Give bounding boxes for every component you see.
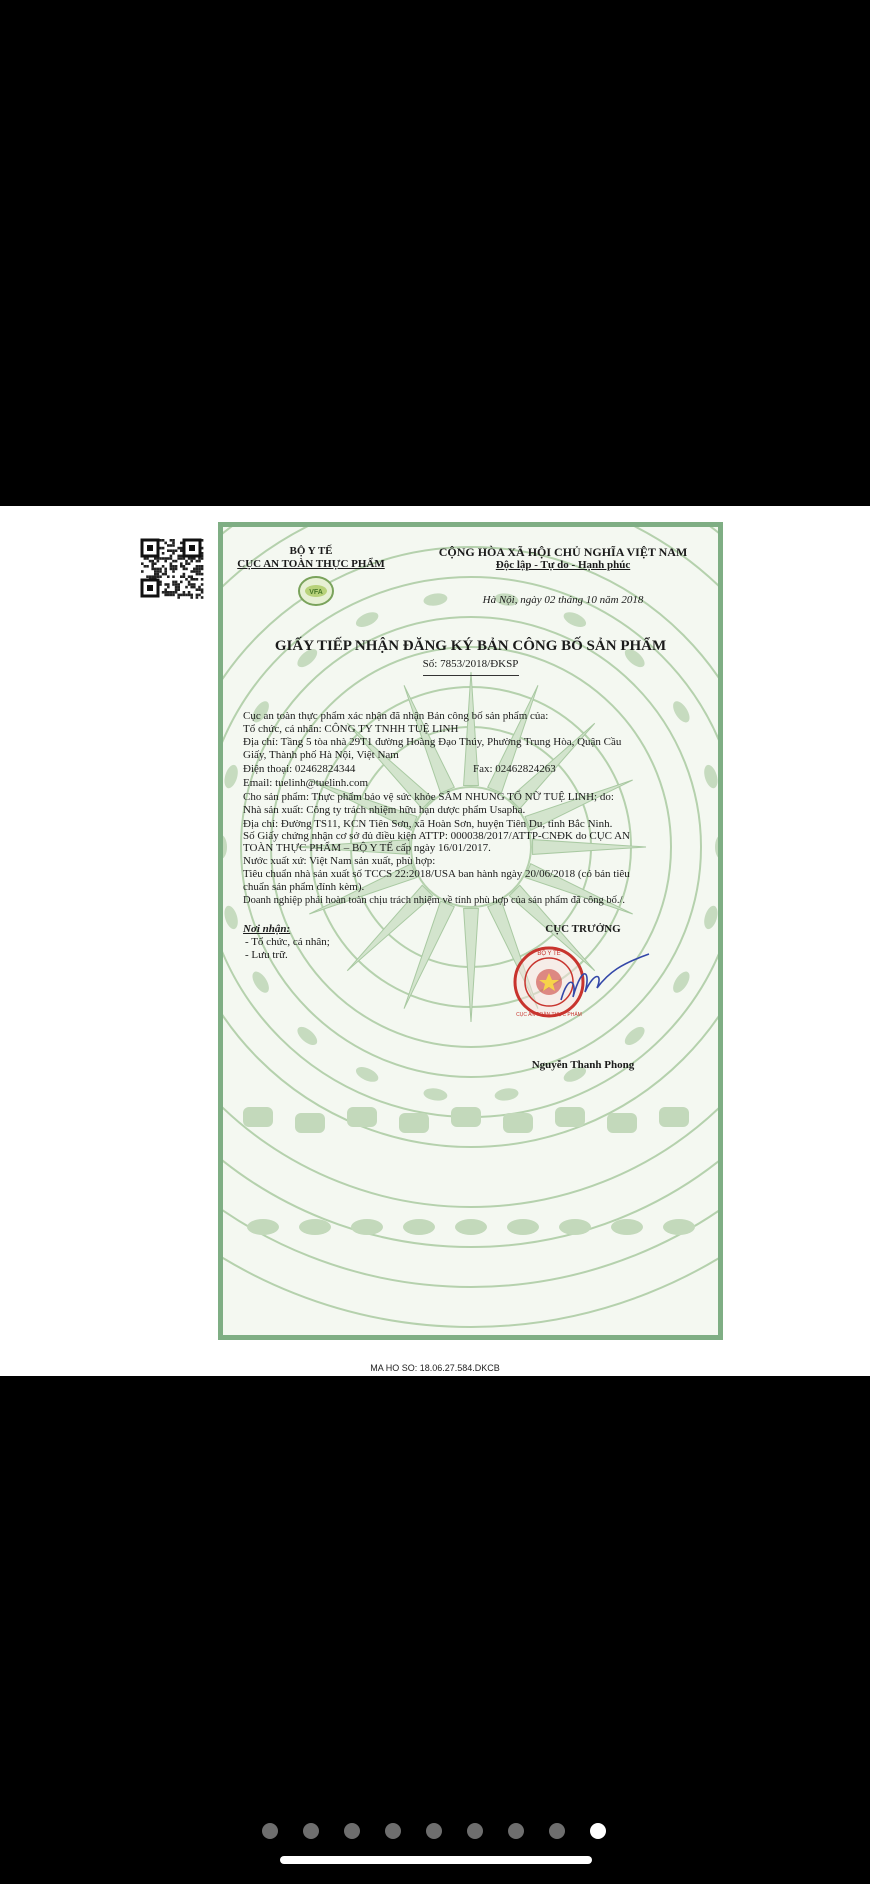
certificate-title: GIẤY TIẾP NHẬN ĐĂNG KÝ BẢN CÔNG BỐ SẢN PHẨM xyxy=(274,638,667,654)
signer-title: CỤC TRƯỞNG xyxy=(545,923,621,935)
body-line: Tổ chức, cá nhân: CÔNG TY TNHH TUỆ LINH xyxy=(243,723,459,735)
qr-code xyxy=(140,538,204,600)
body-line: Cho sản phẩm: Thực phẩm bảo vệ sức khỏe SÂM NHUNG TỐ NỮ TUỆ LINH; do: xyxy=(243,791,614,803)
body-line: Số Giấy chứng nhận cơ sở đủ điều kiện ATTP: 000038/2017/ATTP-CNĐK do CỤC AN xyxy=(243,830,631,842)
body-line: TOÀN THỰC PHẨM – BỘ Y TẾ cấp ngày 16/01/2017. xyxy=(243,842,491,854)
signer-name: Nguyễn Thanh Phong xyxy=(531,1059,635,1071)
home-indicator[interactable] xyxy=(280,1856,592,1864)
body-line: Nhà sản xuất: Công ty trách nhiệm hữu hạn dược phẩm Usapha. xyxy=(243,804,526,816)
ministry-name: BỘ Y TẾ xyxy=(289,545,333,557)
official-seal xyxy=(499,942,659,1022)
issue-date: Hà Nội, ngày 02 tháng 10 năm 2018 xyxy=(482,594,644,606)
body-line: Tiêu chuẩn nhà sản xuất số TCCS 22:2018/USA ban hành ngày 20/06/2018 (có bản tiêu xyxy=(243,868,630,880)
page-dot[interactable] xyxy=(344,1823,360,1839)
certificate-number: Số: 7853/2018/ĐKSP xyxy=(422,658,519,670)
vfa-logo xyxy=(297,575,335,607)
page-dot[interactable] xyxy=(590,1823,606,1839)
body-line: Cục an toàn thực phẩm xác nhận đã nhận Bản công bố sản phẩm của: xyxy=(243,710,549,722)
recipient-item: - Tổ chức, cá nhân; xyxy=(245,936,330,948)
national-motto: Độc lập - Tự do - Hạnh phúc xyxy=(495,559,631,571)
phone-number: Điện thoại: 02462824344 xyxy=(243,763,356,775)
page-dot[interactable] xyxy=(467,1823,483,1839)
fax-number: Fax: 02462824263 xyxy=(473,763,556,775)
dossier-code: MA HO SO: 18.06.27.584.DKCB xyxy=(370,1363,500,1373)
body-line: chuẩn sản phẩm đính kèm). xyxy=(243,881,365,893)
title-divider xyxy=(423,675,519,676)
recipients-title: Nơi nhận: xyxy=(243,923,291,935)
body-line: Địa chỉ: Tầng 5 tòa nhà 29T1 đường Hoàng Đạo Thúy, Phường Trung Hòa, Quận Cầu xyxy=(243,736,622,748)
body-line: Giấy, Thành phố Hà Nội, Việt Nam xyxy=(243,749,399,761)
page-dot[interactable] xyxy=(303,1823,319,1839)
body-line: Nước xuất xứ: Việt Nam sản xuất, phù hợp: xyxy=(243,855,436,867)
page-dot[interactable] xyxy=(508,1823,524,1839)
republic-name: CỘNG HÒA XÃ HỘI CHỦ NGHĨA VIỆT NAM xyxy=(438,545,688,559)
certificate-document xyxy=(218,522,723,1340)
body-line: Email: tuelinh@tuelinh.com xyxy=(243,777,368,789)
page-dot[interactable] xyxy=(262,1823,278,1839)
recipient-item: - Lưu trữ. xyxy=(245,949,288,961)
body-line: Doanh nghiệp phải hoàn toàn chịu trách nhiệm về tính phù hợp của sản phẩm đã công bố./. xyxy=(243,895,625,906)
svg-text:CỤC AN TOÀN THỰC PHẨM: CỤC AN TOÀN THỰC PHẨM xyxy=(516,1012,582,1018)
body-line: Địa chỉ: Đường TS11, KCN Tiên Sơn, xã Hoàn Sơn, huyện Tiên Du, tỉnh Bắc Ninh. xyxy=(243,818,613,830)
svg-text:BỘ Y TẾ: BỘ Y TẾ xyxy=(537,951,561,957)
department-name: CỤC AN TOÀN THỰC PHẨM xyxy=(237,558,385,570)
svg-text:VFA: VFA xyxy=(309,589,323,596)
page-indicator[interactable] xyxy=(262,1823,612,1839)
page-dot[interactable] xyxy=(385,1823,401,1839)
page-dot[interactable] xyxy=(426,1823,442,1839)
page-dot[interactable] xyxy=(549,1823,565,1839)
